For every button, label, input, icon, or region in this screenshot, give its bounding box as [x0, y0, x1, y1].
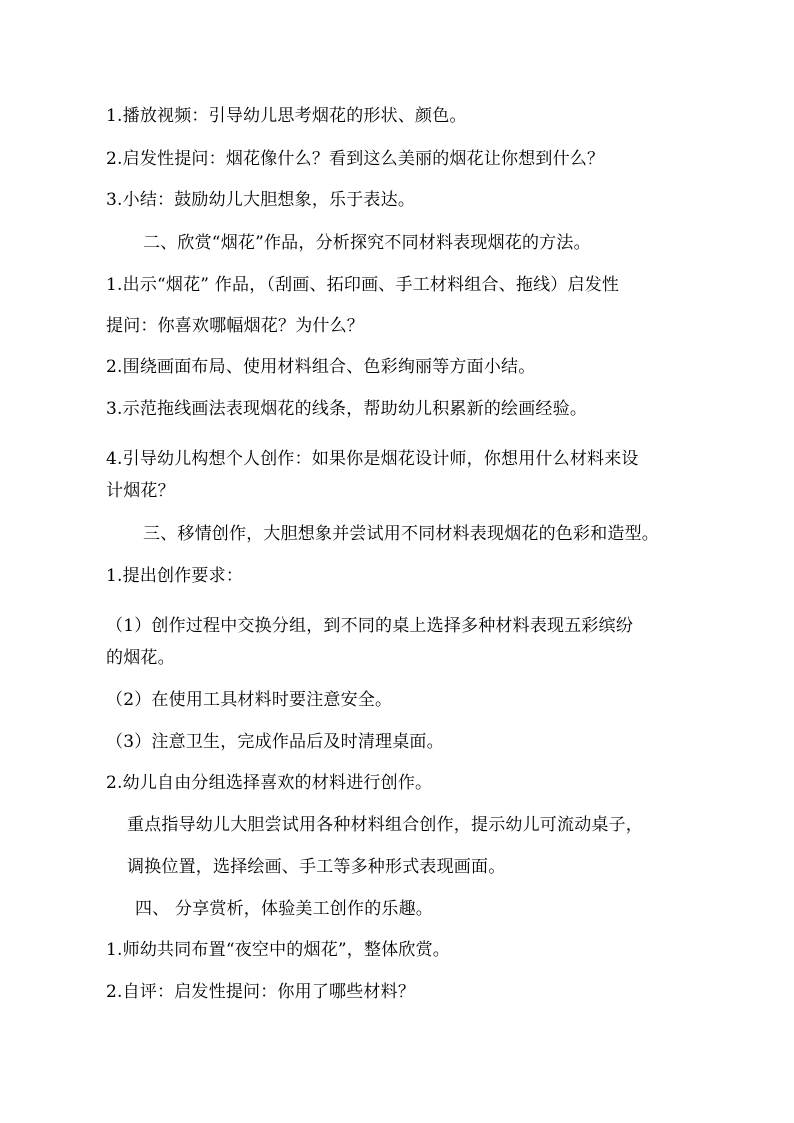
text-line: 重点指导幼儿大胆尝试用各种材料组合创作，提示幼儿可流动桌子，: [127, 815, 643, 835]
section-heading: 二、欣赏“烟花”作品，分析探究不同材料表现烟花的方法。: [143, 233, 591, 253]
text-line: 3.小结：鼓励幼儿大胆想象，乐于表达。: [106, 190, 416, 210]
text-line: 1.出示“烟花” 作品，（刮画、拓印画、手工材料组合、拖线）启发性: [106, 275, 620, 295]
text-line: （2）在使用工具材料时要注意安全。: [106, 690, 393, 710]
text-line: 计烟花？: [106, 481, 175, 501]
section-heading: 四、 分享赏析，体验美工创作的乐趣。: [135, 899, 434, 919]
text-line: 1.提出创作要求：: [106, 566, 244, 586]
text-line: 2.自评：启发性提问：你用了哪些材料？: [106, 982, 416, 1002]
text-line: （1）创作过程中交换分组，到不同的桌上选择多种材料表现五彩缤纷: [106, 616, 634, 636]
text-line: 2.启发性提问：烟花像什么？看到这么美丽的烟花让你想到什么？: [106, 149, 605, 169]
section-heading: 三、移情创作，大胆想象并尝试用不同材料表现烟花的色彩和造型。: [143, 524, 659, 544]
text-line: 调换位置，选择绘画、手工等多种形式表现画面。: [127, 857, 506, 877]
text-line: 的烟花。: [106, 648, 175, 668]
text-line: 提问：你喜欢哪幅烟花？为什么？: [106, 316, 364, 336]
text-line: 4.引导幼儿构想个人创作：如果你是烟花设计师，你想用什么材料来设: [106, 449, 639, 469]
text-line: （3）注意卫生，完成作品后及时清理桌面。: [106, 732, 444, 752]
text-line: 1.播放视频：引导幼儿思考烟花的形状、颜色。: [106, 106, 467, 126]
text-line: 1.师幼共同布置“夜空中的烟花”，整体欣赏。: [106, 940, 451, 960]
text-line: 3.示范拖线画法表现烟花的线条，帮助幼儿积累新的绘画经验。: [106, 399, 588, 419]
text-line: 2.幼儿自由分组选择喜欢的材料进行创作。: [106, 773, 433, 793]
text-line: 2.围绕画面布局、使用材料组合、色彩绚丽等方面小结。: [106, 357, 536, 377]
